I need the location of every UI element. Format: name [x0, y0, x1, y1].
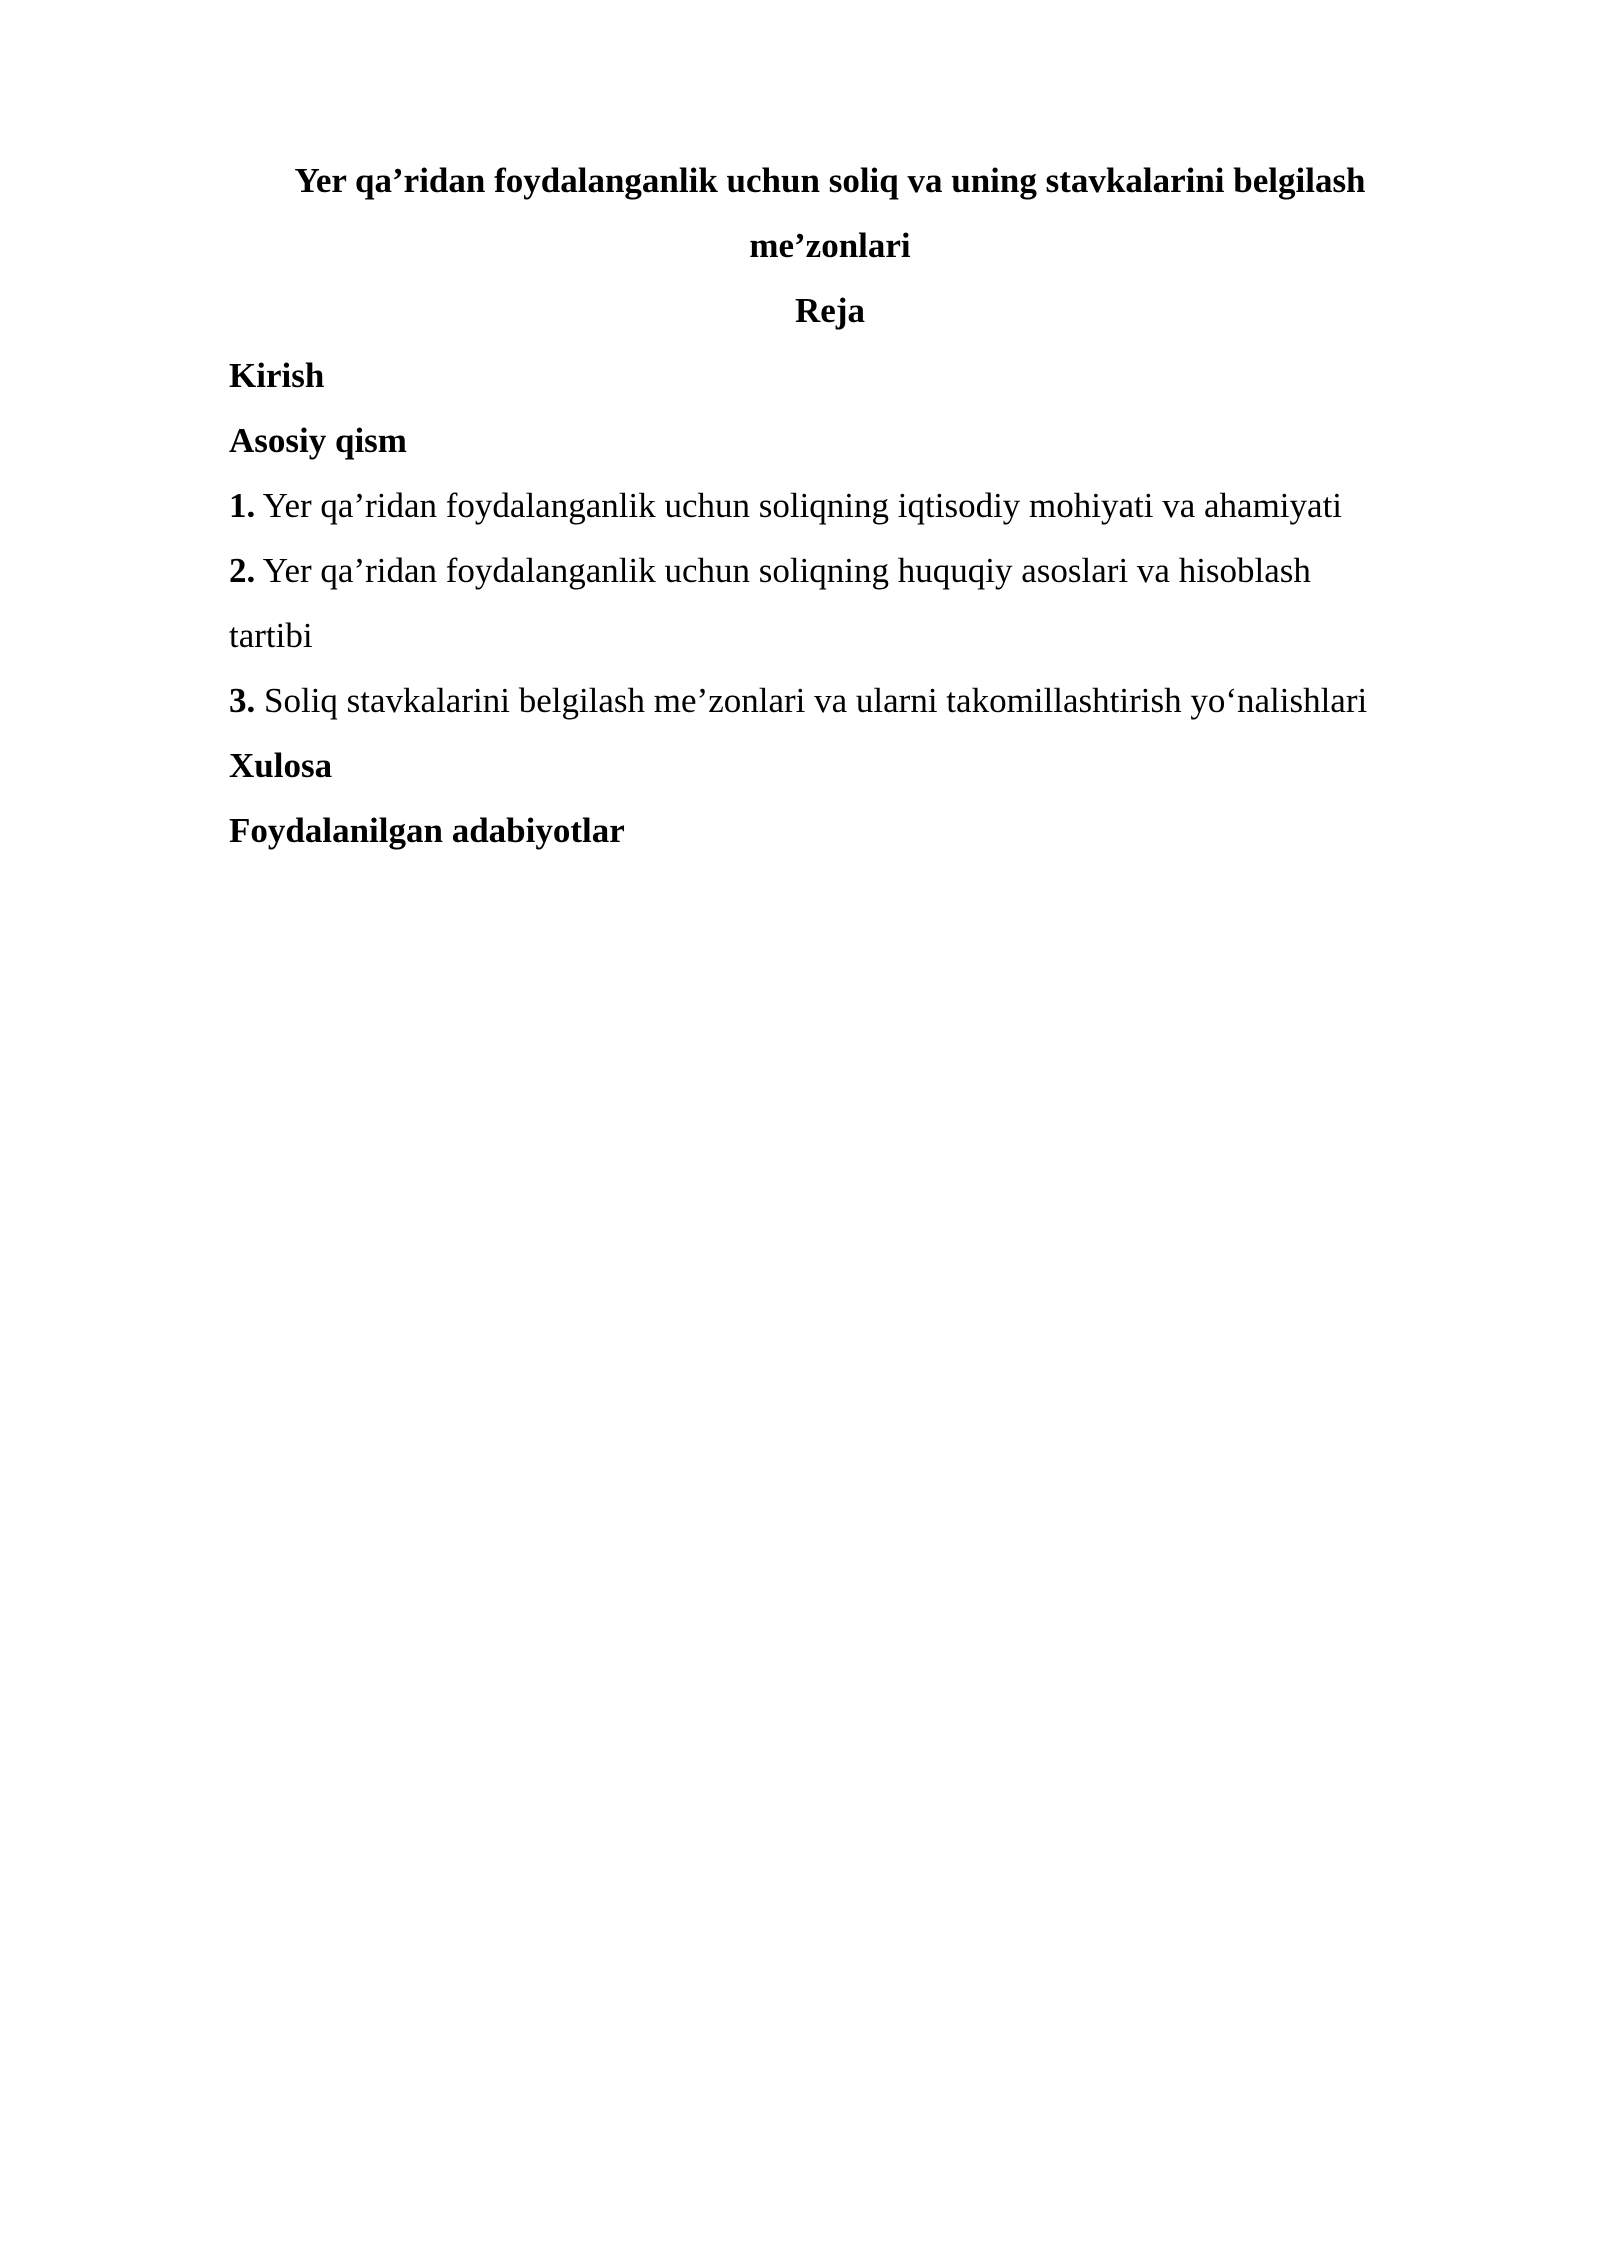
document-body — [229, 148, 1459, 863]
plan-item-number: 1. — [229, 486, 256, 525]
plan-item-text: Soliq stavkalarini belgilash me’zonlari va ularni takomillashtirish yo‘nalishlari — [264, 681, 1368, 720]
plan-item-conclusion: Xulosa — [229, 746, 333, 785]
plan-item-2 — [229, 538, 1459, 603]
plan-item-text: Yer qa’ridan foydalanganlik uchun soliqning iqtisodiy mohiyati va ahamiyati — [262, 486, 1343, 525]
plan-item-2-continuation: tartibi — [229, 616, 313, 655]
title-line-1: Yer qa’ridan foydalanganlik uchun soliq va uning stavkalarini belgilash — [294, 161, 1366, 200]
title-line-2: me’zonlari — [749, 226, 911, 265]
plan-item-1 — [229, 473, 1459, 538]
plan-item-main-part: Asosiy qism — [229, 421, 407, 460]
plan-heading: Reja — [795, 291, 865, 330]
plan-item-number: 2. — [229, 551, 256, 590]
plan-item-number: 3. — [229, 681, 256, 720]
plan-item-3 — [229, 668, 1459, 733]
plan-item-references: Foydalanilgan adabiyotlar — [229, 811, 625, 850]
plan-item-text: Yer qa’ridan foydalanganlik uchun soliqning huquqiy asoslari va hisoblash — [262, 551, 1311, 590]
plan-item-intro: Kirish — [229, 356, 325, 395]
document-title — [199, 148, 1461, 278]
